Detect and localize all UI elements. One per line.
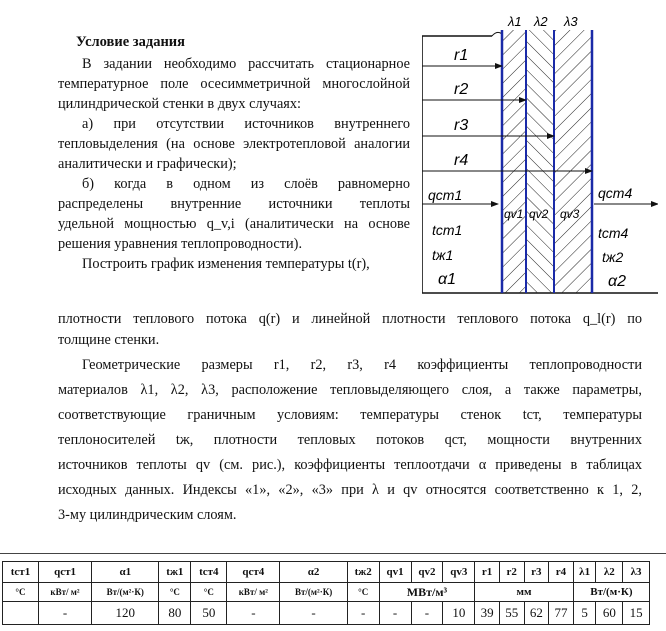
text-line: температурное поле осесимметричной многослойной	[58, 76, 410, 92]
table-header-cell: qст4	[227, 562, 280, 583]
layer-2	[526, 30, 554, 293]
table-header-cell: α1	[92, 562, 159, 583]
table-header-cell: λ3	[623, 562, 650, 583]
text-line: материалов λ1, λ2, λ3, расположение тепловыделяющего слоя, а также параметры,	[58, 382, 642, 398]
lambda-label: λ3	[564, 14, 578, 29]
left-label: tж1	[432, 247, 454, 263]
layer-3	[554, 30, 592, 293]
table-value-cell: 120	[92, 602, 159, 625]
text-line: б) когда в одном из слоёв равномерно	[82, 176, 410, 192]
table-value-cell: 55	[499, 602, 524, 625]
inner-label: qv1	[504, 207, 524, 221]
page-title: Условие задания	[76, 34, 185, 50]
text-line: толщине стенки.	[58, 332, 160, 348]
table-value-cell: -	[411, 602, 443, 625]
text-line: цилиндрической стенки в двух случаях:	[58, 96, 301, 112]
table-header-cell: qv2	[411, 562, 443, 583]
table-value-cell: -	[227, 602, 280, 625]
table-header-cell: tст1	[3, 562, 39, 583]
table-top-rule	[0, 553, 666, 554]
table-header-cell: λ2	[596, 562, 623, 583]
text-line: решения уравнения теплопроводности).	[58, 236, 303, 252]
table-value-cell: -	[379, 602, 411, 625]
table-unit-cell: Вт/(м²·К)	[280, 583, 347, 602]
paragraph-geometry	[58, 355, 642, 530]
text-line: В задании необходимо рассчитать стационарное	[82, 56, 410, 72]
text-line: плотности теплового потока q(r) и линейной плотности теплового потока q_l(r) по	[58, 311, 642, 327]
table-header-cell: r2	[499, 562, 524, 583]
radius-label: r3	[454, 117, 469, 134]
table-value-cell: 39	[475, 602, 500, 625]
table-header-cell: r3	[524, 562, 549, 583]
left-label: α1	[438, 271, 457, 288]
table-header-cell: tж1	[159, 562, 191, 583]
table-value-cell: 77	[549, 602, 574, 625]
table-unit-cell: кВт/ м²	[227, 583, 280, 602]
radius-label: r4	[454, 152, 469, 169]
text-line: Построить график изменения температуры t(r),	[82, 256, 370, 272]
right-label: tcm4	[598, 225, 629, 241]
table-unit-cell: Вт/(м·К)	[573, 583, 649, 602]
table-unit-cell: кВт/ м²	[38, 583, 91, 602]
table-unit-cell: °C	[159, 583, 191, 602]
table-header-cell: tж2	[347, 562, 379, 583]
text-line: источников теплоты qv (см. рис.), коэффициенты теплоотдачи α приведены в таблицах	[58, 457, 642, 473]
table-value-cell: 50	[191, 602, 227, 625]
inner-label: qv3	[560, 207, 580, 221]
table-value-cell: 15	[623, 602, 650, 625]
text-line: Геометрические размеры r1, r2, r3, r4 коэффициенты теплопроводности	[82, 357, 642, 373]
inner-label: qv2	[529, 207, 549, 221]
table-value-cell: 60	[596, 602, 623, 625]
wall-diagram	[422, 8, 658, 298]
table-value-cell	[3, 602, 39, 625]
table-header-cell: qст1	[38, 562, 91, 583]
table-unit-cell: °C	[347, 583, 379, 602]
text-line: а) при отсутствии источников внутреннего	[82, 116, 410, 132]
text-line: удельной мощностью q_v,i (аналитически на основе	[58, 216, 410, 232]
table-unit-cell: °C	[191, 583, 227, 602]
initial-data-table	[2, 561, 650, 625]
left-label: tcm1	[432, 222, 463, 238]
table-unit-cell: МВт/м³	[379, 583, 475, 602]
text-line: исходных данных. Индексы «1», «2», «3» при λ и qv относятся соответственно к 1, 2,	[58, 482, 642, 498]
table-header-cell: λ1	[573, 562, 596, 583]
table-header-cell: r1	[475, 562, 500, 583]
lambda-label: λ2	[534, 14, 548, 29]
text-line: распределены внутренние источники теплоты	[58, 196, 410, 212]
text-line: 3-му цилиндрическим слоям.	[58, 507, 237, 523]
table-header-cell: r4	[549, 562, 574, 583]
lambda-label: λ1	[508, 14, 522, 29]
table-header-cell: qv1	[379, 562, 411, 583]
left-label: qcm1	[428, 187, 463, 203]
table-header-cell: α2	[280, 562, 347, 583]
layer-1	[502, 30, 526, 293]
table-value-cell: -	[38, 602, 91, 625]
table-header-cell: tст4	[191, 562, 227, 583]
table-value-cell: 62	[524, 602, 549, 625]
right-label: tж2	[602, 249, 624, 265]
right-label: α2	[608, 273, 627, 290]
table-unit-cell: °C	[3, 583, 39, 602]
table-header-cell: qv3	[443, 562, 475, 583]
table-value-cell: -	[347, 602, 379, 625]
table-header-row	[3, 562, 650, 583]
table-value-cell: -	[280, 602, 347, 625]
table-unit-cell: Вт/(м²·К)	[92, 583, 159, 602]
text-line: тепловыделения (на основе электротепловой аналогии	[58, 136, 410, 152]
text-line: соответствующие граничным условиям: температуры стенок tст, температуры	[58, 407, 642, 423]
table-value-cell: 10	[443, 602, 475, 625]
table-unit-row	[3, 583, 650, 602]
table-value-row	[3, 602, 650, 625]
right-label: qcm4	[598, 185, 633, 201]
paragraph-conditions	[58, 54, 410, 274]
table-value-cell: 5	[573, 602, 596, 625]
radius-label: r1	[454, 47, 469, 64]
text-line: аналитически и графически);	[58, 156, 237, 172]
radius-label: r2	[454, 81, 469, 98]
text-line: теплоносителей tж, плотности тепловых потоков qст, мощности внутренних	[58, 432, 642, 448]
table-unit-cell: мм	[475, 583, 574, 602]
table-value-cell: 80	[159, 602, 191, 625]
